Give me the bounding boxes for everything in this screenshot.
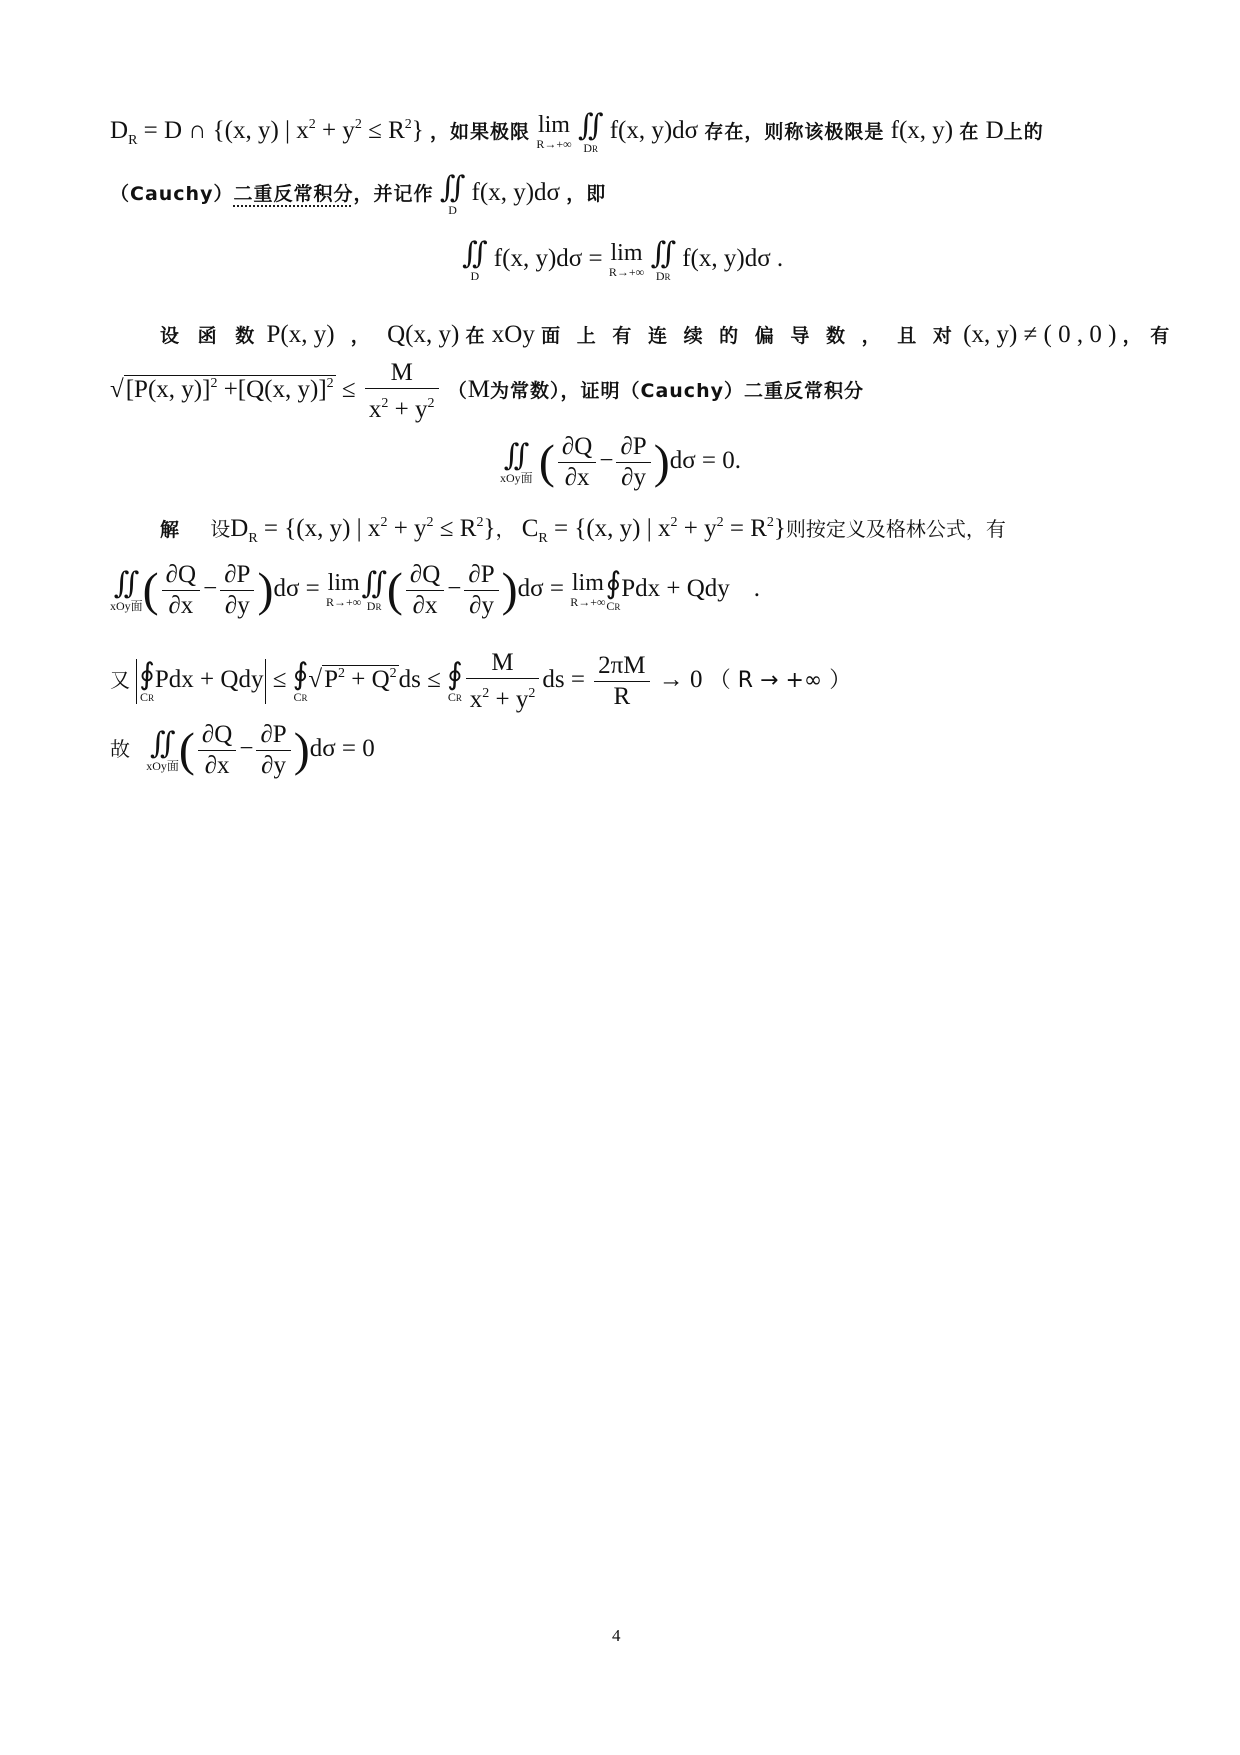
math-DR: $D_R$ (110, 117, 138, 148)
contour-integral-icon: ∮ CR (292, 658, 309, 705)
problem-line-1: 设 函 数 P(x, y) ， Q(x, y) 在 xOy 面 上 有 连 续 的 偏 导 数 ， 且 对 (x, y) ≠ ( 0 , 0 ) ， 有 (160, 321, 1171, 348)
double-integral-icon: ∬ xOy面 (110, 567, 143, 614)
page-number: 4 (612, 1626, 621, 1645)
solution-label: 解 (160, 519, 181, 541)
contour-integral-icon: ∮ CR (139, 658, 155, 705)
sqrt-expression: √[P(x, y)]$^2$ +[Q(x, y)]$^2$ (110, 376, 334, 404)
double-integral-icon: ∬ DR (577, 109, 604, 155)
problem-line-2: √[P(x, y)]$^2$ +[Q(x, y)]$^2$ ≤ $\frac{M}{x^2 + y^2}$ （M为常数），证明（Cauchy）二重反常积分 (110, 359, 864, 423)
definition-display-equation: ∬ D f(x, y)dσ = lim R→+∞ ∬ DR f(x, y)dσ . (462, 237, 784, 283)
absolute-value: ∮ CR Pdx + Qdy (136, 659, 266, 704)
definition-line-2: （Cauchy）二重反常积分，并记作 ∬ D f(x, y)dσ ，即 (110, 171, 607, 217)
solution-conclusion: 故 ∬ xOy面 ( $\frac{\partial Q}{\partial x}$ − $\frac{\partial P}{\partial y}$ )dσ = 0 (110, 721, 375, 779)
double-integral-icon: ∬ DR (650, 237, 676, 283)
text-if-limit: ，如果极限 (430, 121, 531, 143)
double-integral-icon: ∬ D (462, 237, 488, 283)
definition-line-1: $D_R = D$ ∩ {(x, y) | $x^2 + y^2 \le R^2$} ，如果极限 lim R→+∞ ∬ DR f(x, y)dσ 存在，则称该极限是 f(x, y) 在 D上的 (110, 109, 1044, 155)
double-integral-icon: ∬ D (439, 171, 466, 217)
solution-line-3: 又 ∮ CR Pdx + Qdy ≤ ∮ CR $√P^2 + Q^2ds$ ≤ ∮ CR $\frac{M}{x^2 + y^2}$ ds = $\frac{2\pi M}{R}$ → 0 （ R → +∞ ） (110, 649, 852, 713)
fraction-M-over-r2: $\frac{M}{x^2 + y^2}$ (365, 358, 439, 425)
contour-integral-icon: ∮ CR (605, 567, 622, 614)
limit-operator: lim R→+∞ (326, 570, 362, 610)
contour-integral-icon: ∮ CR (447, 658, 463, 705)
double-integral-icon: ∬ xOy面 (500, 439, 533, 486)
limit-operator: lim R→+∞ (570, 570, 606, 610)
term-double-improper-integral: 二重反常积分 (233, 183, 354, 205)
solution-line-2: ∬ xOy面 ( $\frac{\partial Q}{\partial x}$ − $\frac{\partial P}{\partial y}$ )dσ = lim R→+∞ ∬ DR ( $\frac{\partial Q}{\partial x}$ − $\frac{\partial P}{\partial y}$ )dσ = lim R→+∞ ∮ CR Pdx + Qdy . (110, 561, 761, 619)
double-integral-icon: ∬ DR (361, 567, 387, 614)
double-integral-icon: ∬ xOy面 (146, 727, 179, 774)
limit-operator: lim R→+∞ (608, 240, 645, 279)
problem-display-equation: ∬ xOy面 ( $\frac{\partial Q}{\partial x}$ − $\frac{\partial P}{\partial y}$ )dσ = 0. (500, 433, 742, 491)
limit-operator: lim R→+∞ (536, 112, 572, 151)
solution-line-1: 解 设$D_R = \{(x$, y) | $x^2 + y^2 \le R^2$}， $C_R = \{(x$, y) | $x^2 + y^2 = R^2$}则按定义及格林公式，有 (160, 515, 1006, 546)
